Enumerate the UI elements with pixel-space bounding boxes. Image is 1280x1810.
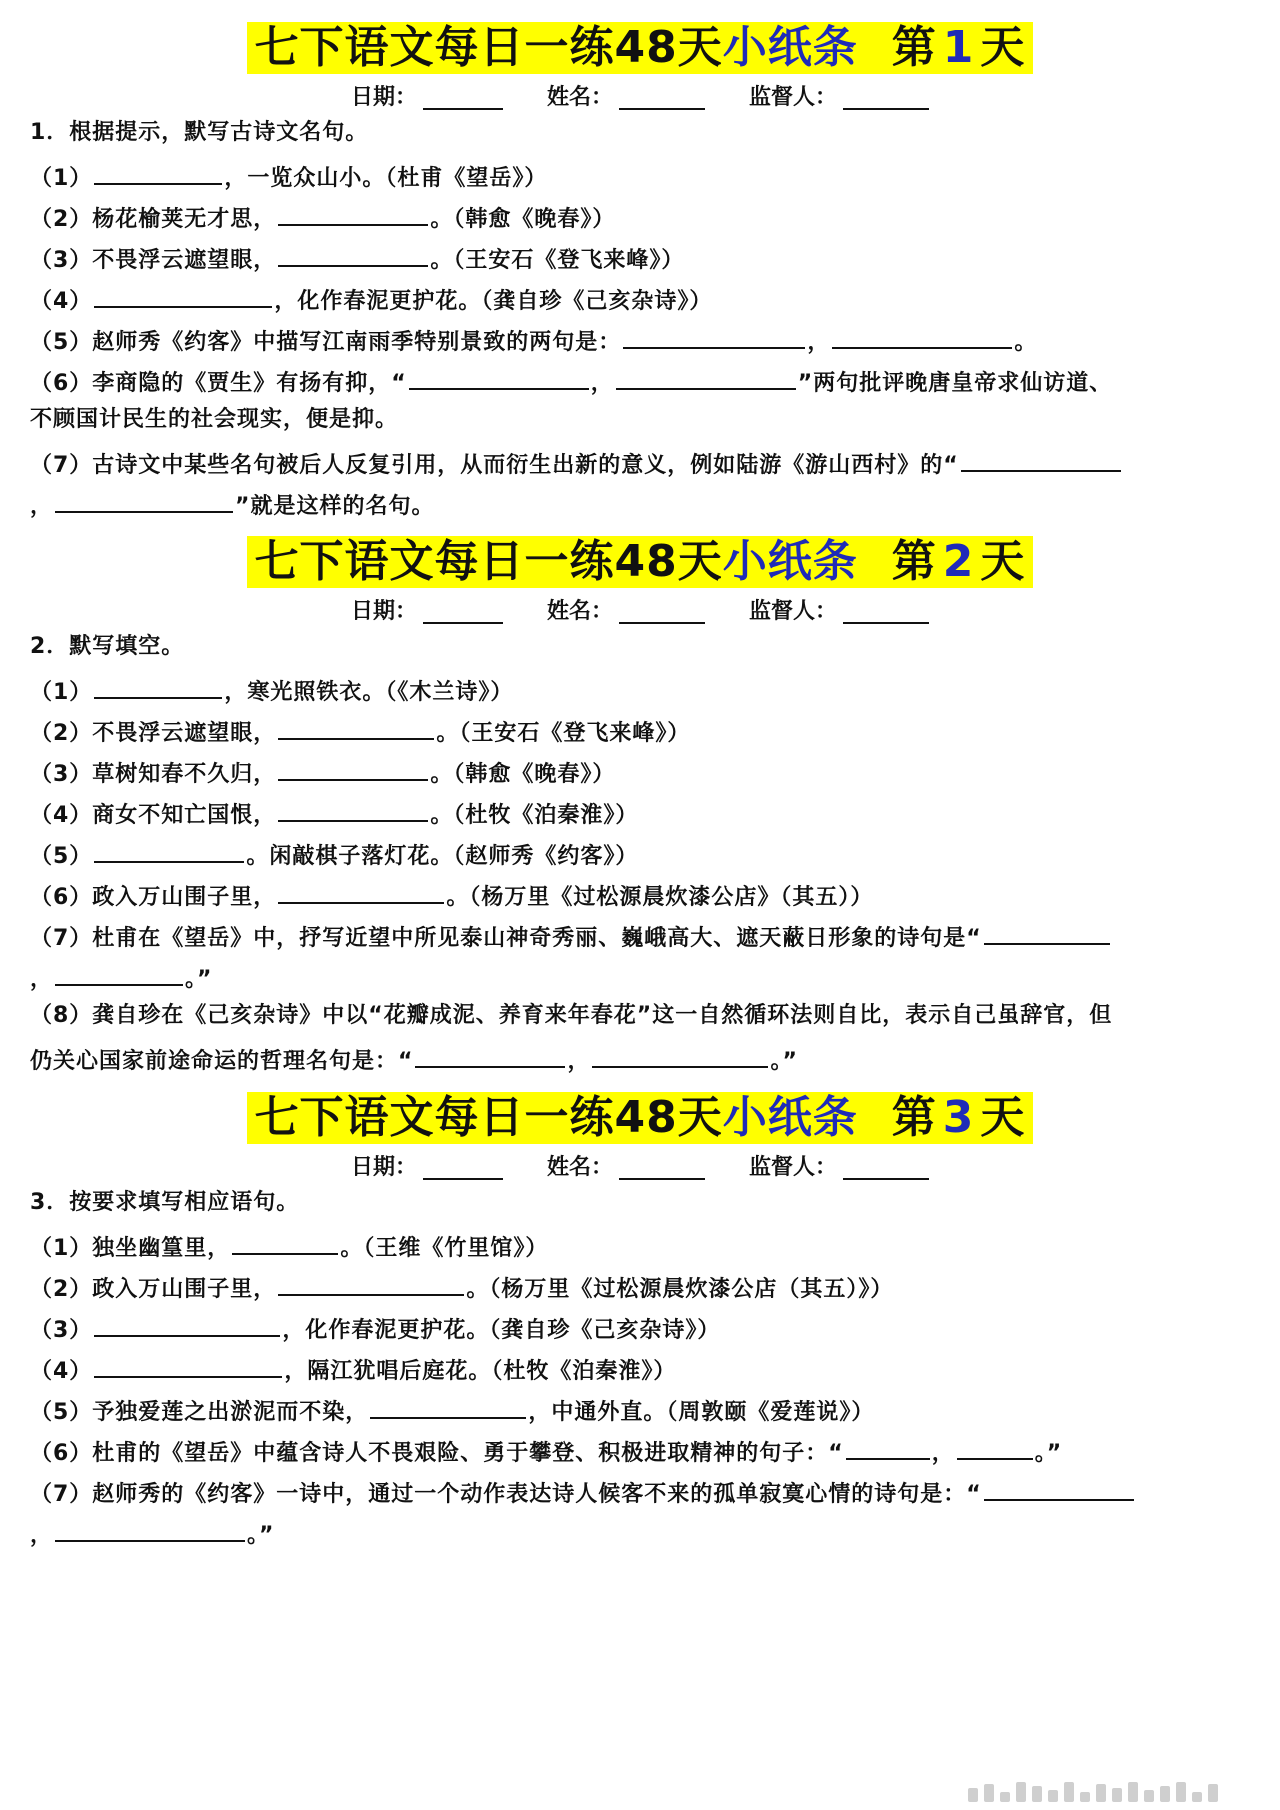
watermark-bar — [1160, 1786, 1170, 1802]
line-text: 1．根据提示，默写古诗文名句。 — [30, 120, 369, 145]
supervisor-label: 监督人： — [749, 599, 838, 624]
question-line — [30, 714, 1250, 749]
watermark-bar — [1176, 1782, 1186, 1802]
line-text: （3） — [30, 1318, 93, 1343]
name-blank[interactable] — [619, 86, 705, 110]
day-section-1 — [0, 22, 1280, 114]
line-text: 。（杨万里《过松源晨炊漆公店》（其五）） — [446, 885, 874, 910]
answer-blank[interactable] — [94, 673, 222, 699]
answer-blank[interactable] — [984, 1475, 1134, 1501]
line-text: ”就是这样的名句。 — [235, 494, 435, 519]
title-highlight: 小纸条 — [722, 1092, 858, 1143]
line-text: （5）赵师秀《约客》中描写江南雨季特别景致的两句是： — [30, 330, 622, 355]
question-line — [30, 200, 1250, 235]
title-day-number: 1 — [942, 22, 975, 73]
answer-blank[interactable] — [957, 1434, 1033, 1460]
line-text: （6）李商隐的《贾生》有扬有抑，“ — [30, 371, 407, 396]
title-main: 七下语文每日一练48天 — [254, 536, 723, 587]
question-line — [30, 1516, 1250, 1551]
question-line — [30, 241, 1250, 276]
line-text: ， — [931, 1441, 955, 1466]
question-line — [30, 1042, 1250, 1077]
line-text: （8）龚自珍在《己亥杂诗》中以“花瓣成泥、养育来年春花”这一自然循环法则自比，表示自己虽辞官，但 — [30, 1003, 1113, 1028]
name-blank[interactable] — [619, 1156, 705, 1180]
line-text: 。” — [247, 1523, 275, 1548]
line-text: 。（韩愈《晚春》） — [430, 207, 616, 232]
title-day-prefix: 第 — [891, 22, 937, 73]
question-heading — [30, 1188, 1250, 1218]
line-text: ， — [807, 330, 831, 355]
supervisor-field[interactable] — [749, 596, 929, 628]
line-text: ， — [567, 1049, 591, 1074]
question-line — [30, 282, 1250, 317]
watermark-bar — [1016, 1782, 1026, 1802]
line-text: ，一览众山小。（杜甫《望岳》） — [224, 166, 548, 191]
line-text: （2）政入万山围子里， — [30, 1277, 277, 1302]
line-text: ，化作春泥更护花。（龚自珍《己亥杂诗》） — [282, 1318, 721, 1343]
question-line — [30, 487, 1250, 522]
name-field[interactable] — [547, 596, 705, 628]
date-label: 日期： — [350, 599, 417, 624]
name-field[interactable] — [547, 1152, 705, 1184]
answer-blank[interactable] — [55, 960, 183, 986]
answer-blank[interactable] — [278, 878, 444, 904]
question-line — [30, 1311, 1250, 1346]
watermark-bar — [1096, 1784, 1106, 1802]
watermark-bars — [968, 1780, 1258, 1802]
title-day-suffix: 天 — [980, 536, 1026, 587]
answer-blank[interactable] — [94, 282, 272, 308]
line-text: 。（韩愈《晚春》） — [430, 762, 616, 787]
name-label: 姓名： — [546, 85, 613, 110]
answer-blank[interactable] — [94, 159, 222, 185]
title-main: 七下语文每日一练48天 — [254, 22, 723, 73]
title-day-prefix: 第 — [891, 1092, 937, 1143]
supervisor-blank[interactable] — [843, 1156, 929, 1180]
question-heading — [30, 632, 1250, 662]
line-text: （3）草树知春不久归， — [30, 762, 277, 787]
line-text: （2）杨花榆荚无才思， — [30, 207, 277, 232]
line-text: （6）政入万山围子里， — [30, 885, 277, 910]
answer-blank[interactable] — [415, 1042, 565, 1068]
question-line — [30, 796, 1250, 831]
answer-blank[interactable] — [94, 1311, 280, 1337]
title-main: 七下语文每日一练48天 — [254, 1092, 723, 1143]
line-text: 。” — [1034, 1441, 1063, 1466]
answer-blank[interactable] — [623, 323, 805, 349]
question-line — [30, 673, 1250, 708]
supervisor-blank[interactable] — [843, 86, 929, 110]
info-row — [0, 596, 1280, 628]
line-text: 。（王安石《登飞来峰》） — [436, 721, 691, 746]
title-day-prefix: 第 — [891, 536, 937, 587]
watermark-bar — [1064, 1782, 1074, 1802]
line-text: （1） — [30, 680, 93, 705]
question-line — [30, 1229, 1250, 1264]
question-line — [30, 405, 1250, 435]
day-section-3 — [0, 1092, 1280, 1184]
line-text: ， — [30, 967, 54, 992]
answer-blank[interactable] — [984, 919, 1110, 945]
line-text: 。（王维《竹里馆》） — [340, 1236, 549, 1261]
answer-blank[interactable] — [846, 1434, 930, 1460]
name-blank[interactable] — [619, 600, 705, 624]
question-line — [30, 960, 1250, 995]
answer-blank[interactable] — [94, 837, 244, 863]
watermark-bar — [984, 1784, 994, 1802]
name-field[interactable] — [547, 82, 705, 114]
watermark-bar — [1208, 1784, 1218, 1802]
name-label: 姓名： — [546, 1155, 613, 1180]
line-text: （7）赵师秀的《约客》一诗中，通过一个动作表达诗人候客不来的孤单寂寞心情的诗句是：“ — [30, 1482, 982, 1507]
title-wrap — [0, 22, 1280, 74]
answer-blank[interactable] — [961, 446, 1121, 472]
line-text: （6）杜甫的《望岳》中蕴含诗人不畏艰险、勇于攀登、积极进取精神的句子：“ — [30, 1441, 844, 1466]
line-text: ，中通外直。（周敦颐《爱莲说》） — [528, 1400, 875, 1425]
answer-blank[interactable] — [55, 487, 233, 513]
day-section-2 — [0, 536, 1280, 628]
line-text: 。” — [185, 967, 213, 992]
title-day-suffix: 天 — [980, 1092, 1026, 1143]
date-field[interactable] — [351, 596, 503, 628]
info-row — [0, 1152, 1280, 1184]
line-text: 。” — [770, 1049, 798, 1074]
answer-blank[interactable] — [55, 1516, 245, 1542]
title-day-number: 2 — [942, 536, 975, 587]
question-line — [30, 1001, 1250, 1031]
line-text: 。闲敲棋子落灯花。（赵师秀《约客》） — [246, 844, 639, 869]
watermark-bar — [1128, 1782, 1138, 1802]
answer-blank[interactable] — [409, 364, 589, 390]
line-text: ，化作春泥更护花。（龚自珍《己亥杂诗》） — [274, 289, 713, 314]
line-text: ”两句批评晚唐皇帝求仙访道、 — [797, 371, 1113, 396]
question-line — [30, 1352, 1250, 1387]
day-title — [247, 536, 1034, 588]
line-text: ， — [590, 371, 614, 396]
watermark-bar — [1000, 1792, 1010, 1802]
line-text: ， — [30, 494, 54, 519]
date-blank[interactable] — [423, 86, 503, 110]
answer-blank[interactable] — [278, 200, 428, 226]
question-line — [30, 1393, 1250, 1428]
name-label: 姓名： — [546, 599, 613, 624]
line-text: （4）商女不知亡国恨， — [30, 803, 277, 828]
question-line — [30, 1434, 1250, 1469]
watermark-bar — [968, 1788, 978, 1802]
watermark-bar — [1080, 1792, 1090, 1802]
answer-blank[interactable] — [278, 714, 434, 740]
answer-blank[interactable] — [232, 1229, 338, 1255]
answer-blank[interactable] — [592, 1042, 768, 1068]
line-text: 。（王安石《登飞来峰》） — [430, 248, 685, 273]
answer-blank[interactable] — [278, 796, 428, 822]
watermark-bar — [1192, 1792, 1202, 1802]
day-title — [247, 22, 1034, 74]
answer-blank[interactable] — [278, 241, 428, 267]
question-line — [30, 837, 1250, 872]
watermark-bar — [1048, 1790, 1058, 1802]
watermark-bar — [1144, 1790, 1154, 1802]
question-line — [30, 1475, 1250, 1510]
title-day-number: 3 — [942, 1092, 975, 1143]
date-blank[interactable] — [423, 600, 503, 624]
supervisor-label: 监督人： — [749, 1155, 838, 1180]
info-row — [0, 82, 1280, 114]
answer-blank[interactable] — [278, 1270, 464, 1296]
title-wrap — [0, 536, 1280, 588]
question-line — [30, 1270, 1250, 1305]
line-text: ， — [30, 1523, 54, 1548]
line-text: （7）古诗文中某些名句被后人反复引用，从而衍生出新的意义，例如陆游《游山西村》的“ — [30, 453, 959, 478]
date-label: 日期： — [350, 1155, 417, 1180]
question-line — [30, 446, 1250, 481]
title-day-suffix: 天 — [980, 22, 1026, 73]
supervisor-field[interactable] — [749, 1152, 929, 1184]
line-text: ，隔江犹唱后庭花。（杜牧《泊秦淮》） — [284, 1359, 677, 1384]
line-text: 。 — [1014, 330, 1038, 355]
question-line — [30, 919, 1250, 954]
question-line — [30, 755, 1250, 790]
date-field[interactable] — [351, 82, 503, 114]
line-text: 仍关心国家前途命运的哲理名句是：“ — [30, 1049, 414, 1074]
title-highlight: 小纸条 — [722, 22, 858, 73]
answer-blank[interactable] — [94, 1352, 282, 1378]
date-field[interactable] — [351, 1152, 503, 1184]
line-text: （4） — [30, 1359, 93, 1384]
line-text: （1）独坐幽篁里， — [30, 1236, 231, 1261]
answer-blank[interactable] — [616, 364, 796, 390]
line-text: 。（杨万里《过松源晨炊漆公店（其五）》） — [466, 1277, 894, 1302]
line-text: （2）不畏浮云遮望眼， — [30, 721, 277, 746]
date-blank[interactable] — [423, 1156, 503, 1180]
line-text: 2．默写填空。 — [30, 634, 185, 659]
supervisor-blank[interactable] — [843, 600, 929, 624]
line-text: 3．按要求填写相应语句。 — [30, 1190, 300, 1215]
line-text: 不顾国计民生的社会现实，便是抑。 — [30, 407, 399, 432]
answer-blank[interactable] — [278, 755, 428, 781]
answer-blank[interactable] — [370, 1393, 526, 1419]
question-line — [30, 159, 1250, 194]
question-line — [30, 323, 1250, 358]
question-heading — [30, 118, 1250, 148]
line-text: （1） — [30, 166, 93, 191]
question-line — [30, 878, 1250, 913]
watermark-bar — [1112, 1788, 1122, 1802]
line-text: （5） — [30, 844, 93, 869]
title-highlight: 小纸条 — [722, 536, 858, 587]
line-text: （7）杜甫在《望岳》中，抒写近望中所见泰山神奇秀丽、巍峨高大、遮天蔽日形象的诗句是“ — [30, 926, 982, 951]
date-label: 日期： — [350, 85, 417, 110]
line-text: （3）不畏浮云遮望眼， — [30, 248, 277, 273]
answer-blank[interactable] — [832, 323, 1012, 349]
line-text: （4） — [30, 289, 93, 314]
question-line — [30, 364, 1250, 399]
title-wrap — [0, 1092, 1280, 1144]
day-title — [247, 1092, 1034, 1144]
supervisor-field[interactable] — [749, 82, 929, 114]
line-text: 。（杜牧《泊秦淮》） — [430, 803, 639, 828]
supervisor-label: 监督人： — [749, 85, 838, 110]
line-text: ，寒光照铁衣。（《木兰诗》） — [224, 680, 514, 705]
watermark-bar — [1032, 1786, 1042, 1802]
line-text: （5）予独爱莲之出淤泥而不染， — [30, 1400, 369, 1425]
